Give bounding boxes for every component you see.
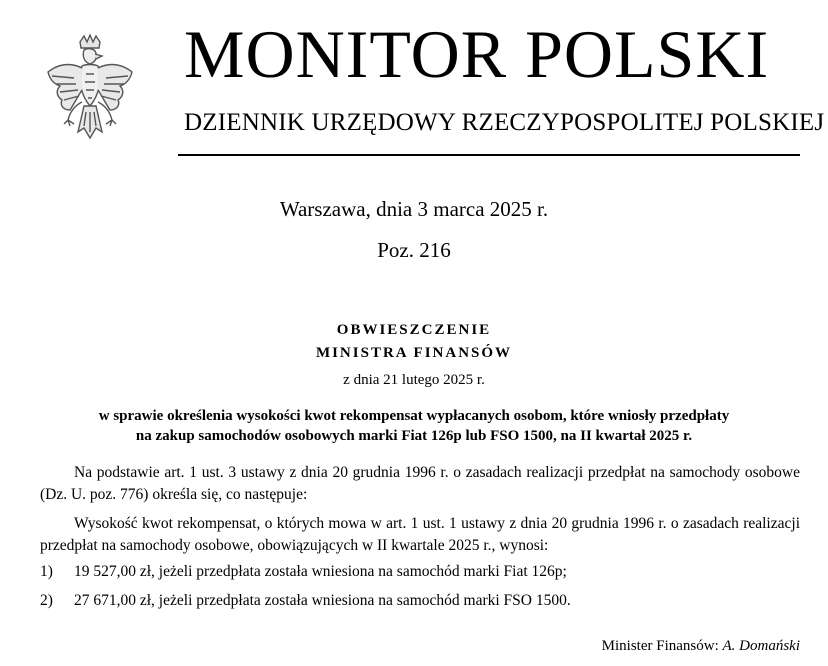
legal-basis-paragraph: Na podstawie art. 1 ust. 3 ustawy z dnia 20 grudnia 1996 r. o zasadach realizacji przedpłat na samochody osobowe (Dz. U. poz. 776) określa się, co następuje: <box>40 464 800 503</box>
subject-line-1: w sprawie określenia wysokości kwot rekompensat wypłacanych osobom, które wniosły przedpłaty <box>98 408 730 424</box>
polish-eagle-icon <box>44 34 136 152</box>
masthead-rule <box>178 154 800 156</box>
document-type: OBWIESZCZENIE <box>336 322 492 338</box>
amount-paragraph: Wysokość kwot rekompensat, o których mowa w art. 1 ust. 1 ustawy z dnia 20 grudnia 1996 r. o zasadach realizacji przedpłat na samochody osobowe, obowiązujących w II kwartale 2025 r., wynosi: <box>40 515 800 554</box>
position-number: Poz. 216 <box>377 238 451 262</box>
document-issuer: MINISTRA FINANSÓW <box>315 345 513 361</box>
issue-date: z dnia 21 lutego 2025 r. <box>343 372 485 388</box>
list-item-number: 2) <box>40 592 53 609</box>
signature <box>602 636 800 656</box>
masthead-title: MONITOR POLSKI <box>184 16 770 92</box>
signature-role: Minister Finansów: <box>601 638 723 654</box>
document-subject <box>0 406 828 446</box>
subject-line-2: na zakup samochodów osobowych marki Fiat 126p lub FSO 1500, na II kwartał 2025 r. <box>135 428 693 444</box>
signature-name: A. Domański <box>722 638 800 654</box>
masthead-subtitle: DZIENNIK URZĘDOWY RZECZYPOSPOLITEJ POLSKIEJ <box>184 109 825 136</box>
list-item-text: 19 527,00 zł, jeżeli przedpłata została wniesiona na samochód marki Fiat 126p; <box>74 563 567 580</box>
place-and-date: Warszawa, dnia 3 marca 2025 r. <box>279 197 549 221</box>
masthead <box>0 0 828 160</box>
list-item-text: 27 671,00 zł, jeżeli przedpłata została wniesiona na samochód marki FSO 1500. <box>74 592 571 609</box>
list-item-number: 1) <box>40 563 53 580</box>
